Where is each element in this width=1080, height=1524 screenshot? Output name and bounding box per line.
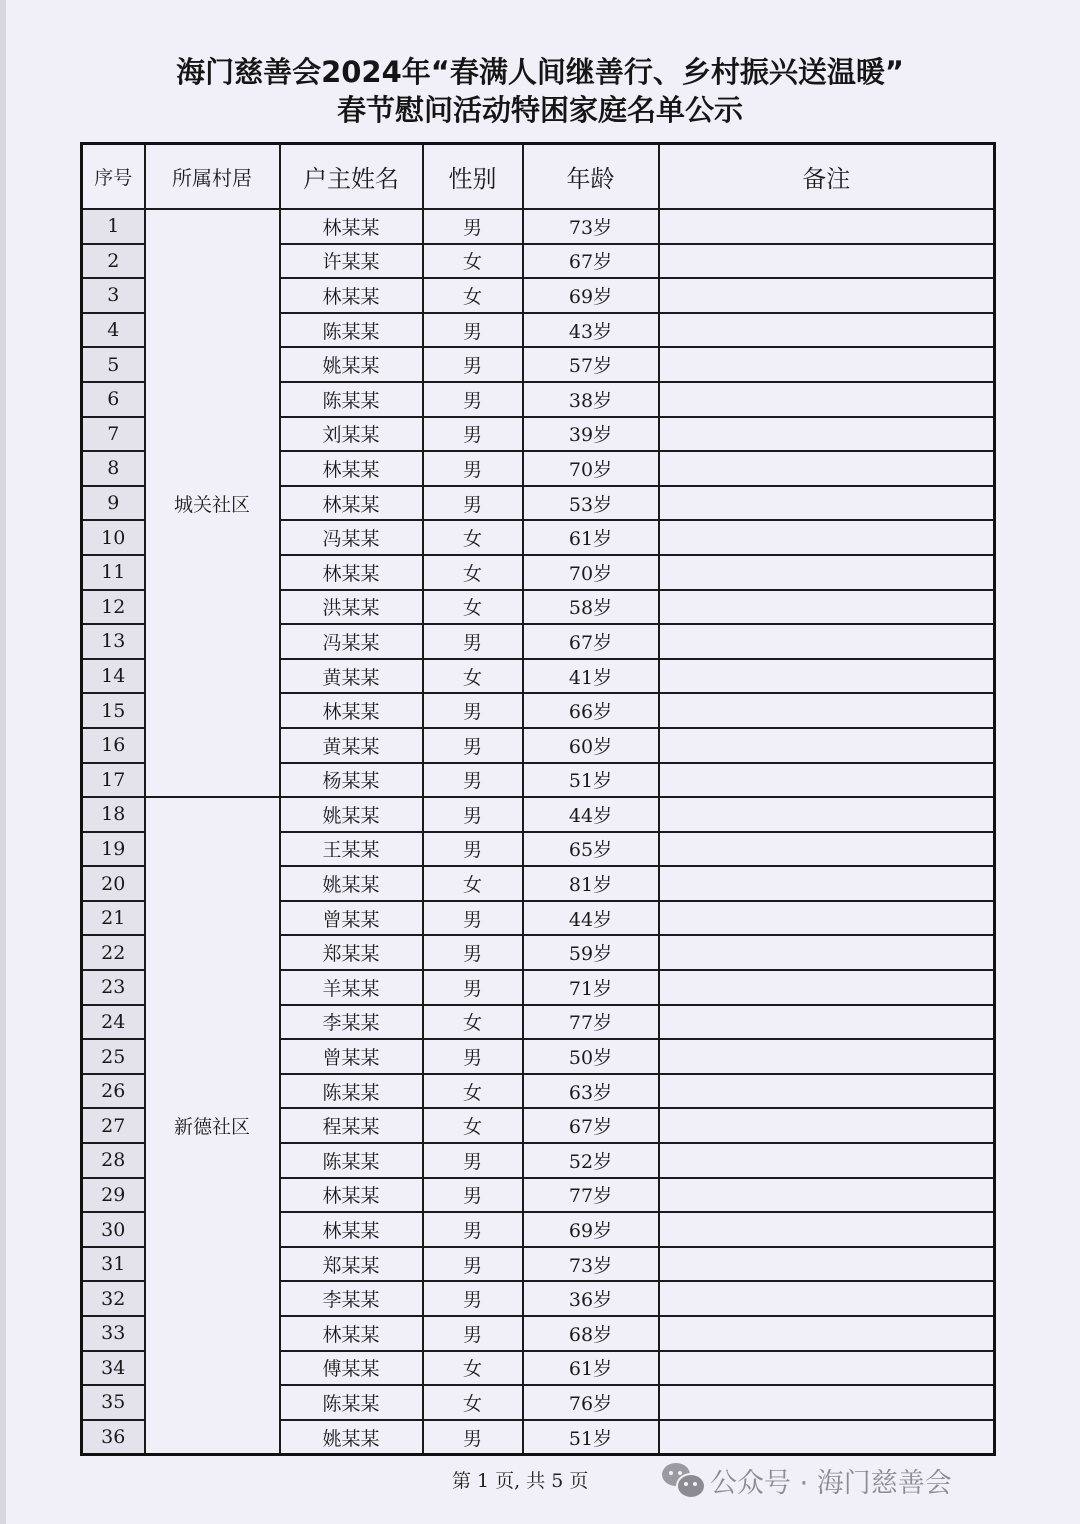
cell-seq: 1 <box>82 209 145 244</box>
cell-village: 新德社区 <box>145 797 280 1455</box>
cell-note <box>659 1281 995 1316</box>
cell-name: 陈某某 <box>280 1074 423 1109</box>
cell-note <box>659 1420 995 1455</box>
header-village: 所属村居 <box>145 144 280 210</box>
cell-name: 许某某 <box>280 244 423 279</box>
cell-name: 冯某某 <box>280 520 423 555</box>
cell-seq: 20 <box>82 866 145 901</box>
cell-seq: 27 <box>82 1108 145 1143</box>
cell-name: 林某某 <box>280 555 423 590</box>
cell-note <box>659 382 995 417</box>
cell-age: 51岁 <box>523 1420 659 1455</box>
cell-name: 林某某 <box>280 1316 423 1351</box>
cell-name: 姚某某 <box>280 347 423 382</box>
cell-age: 39岁 <box>523 417 659 452</box>
cell-age: 50岁 <box>523 1039 659 1074</box>
scan-page-edge <box>0 0 6 1524</box>
cell-name: 黄某某 <box>280 728 423 763</box>
cell-note <box>659 1005 995 1040</box>
cell-seq: 5 <box>82 347 145 382</box>
cell-seq: 14 <box>82 659 145 694</box>
cell-note <box>659 590 995 625</box>
cell-note <box>659 1108 995 1143</box>
cell-sex: 男 <box>423 901 523 936</box>
cell-note <box>659 1247 995 1282</box>
cell-seq: 2 <box>82 244 145 279</box>
cell-seq: 34 <box>82 1351 145 1386</box>
cell-sex: 女 <box>423 1385 523 1420</box>
cell-sex: 男 <box>423 1281 523 1316</box>
cell-name: 陈某某 <box>280 382 423 417</box>
cell-age: 60岁 <box>523 728 659 763</box>
cell-name: 王某某 <box>280 832 423 867</box>
cell-seq: 33 <box>82 1316 145 1351</box>
cell-age: 58岁 <box>523 590 659 625</box>
cell-name: 刘某某 <box>280 417 423 452</box>
cell-age: 57岁 <box>523 347 659 382</box>
cell-seq: 24 <box>82 1005 145 1040</box>
cell-name: 杨某某 <box>280 763 423 798</box>
cell-note <box>659 901 995 936</box>
cell-seq: 35 <box>82 1385 145 1420</box>
cell-note <box>659 1316 995 1351</box>
family-roster-table <box>80 142 996 1456</box>
cell-age: 68岁 <box>523 1316 659 1351</box>
wechat-watermark <box>662 1460 952 1500</box>
cell-note <box>659 763 995 798</box>
cell-age: 61岁 <box>523 520 659 555</box>
cell-note <box>659 1039 995 1074</box>
cell-sex: 男 <box>423 1316 523 1351</box>
cell-seq: 29 <box>82 1178 145 1213</box>
cell-sex: 男 <box>423 486 523 521</box>
cell-seq: 4 <box>82 313 145 348</box>
cell-age: 38岁 <box>523 382 659 417</box>
header-name: 户主姓名 <box>280 144 423 210</box>
cell-name: 程某某 <box>280 1108 423 1143</box>
cell-sex: 女 <box>423 659 523 694</box>
cell-sex: 男 <box>423 728 523 763</box>
cell-age: 53岁 <box>523 486 659 521</box>
cell-sex: 男 <box>423 797 523 832</box>
cell-name: 林某某 <box>280 209 423 244</box>
cell-name: 曾某某 <box>280 1039 423 1074</box>
cell-sex: 女 <box>423 1005 523 1040</box>
cell-name: 林某某 <box>280 693 423 728</box>
cell-name: 陈某某 <box>280 1143 423 1178</box>
cell-age: 44岁 <box>523 797 659 832</box>
cell-note <box>659 209 995 244</box>
cell-age: 67岁 <box>523 624 659 659</box>
cell-sex: 男 <box>423 382 523 417</box>
cell-sex: 男 <box>423 693 523 728</box>
cell-seq: 36 <box>82 1420 145 1455</box>
cell-seq: 17 <box>82 763 145 798</box>
cell-note <box>659 693 995 728</box>
cell-sex: 女 <box>423 1351 523 1386</box>
cell-age: 65岁 <box>523 832 659 867</box>
cell-sex: 男 <box>423 832 523 867</box>
cell-name: 姚某某 <box>280 1420 423 1455</box>
cell-seq: 25 <box>82 1039 145 1074</box>
cell-sex: 男 <box>423 1420 523 1455</box>
cell-age: 76岁 <box>523 1385 659 1420</box>
cell-note <box>659 1385 995 1420</box>
cell-note <box>659 278 995 313</box>
cell-sex: 男 <box>423 1039 523 1074</box>
cell-seq: 15 <box>82 693 145 728</box>
cell-name: 林某某 <box>280 1178 423 1213</box>
cell-seq: 12 <box>82 590 145 625</box>
cell-sex: 女 <box>423 1074 523 1109</box>
cell-note <box>659 832 995 867</box>
header-sex: 性别 <box>423 144 523 210</box>
cell-note <box>659 624 995 659</box>
cell-sex: 男 <box>423 209 523 244</box>
cell-seq: 16 <box>82 728 145 763</box>
cell-age: 43岁 <box>523 313 659 348</box>
cell-seq: 21 <box>82 901 145 936</box>
cell-seq: 32 <box>82 1281 145 1316</box>
cell-seq: 18 <box>82 797 145 832</box>
cell-note <box>659 728 995 763</box>
cell-village: 城关社区 <box>145 209 280 797</box>
cell-age: 52岁 <box>523 1143 659 1178</box>
table-header-row <box>82 144 995 210</box>
cell-name: 郑某某 <box>280 1247 423 1282</box>
cell-sex: 男 <box>423 347 523 382</box>
cell-note <box>659 244 995 279</box>
cell-seq: 23 <box>82 970 145 1005</box>
cell-note <box>659 520 995 555</box>
cell-note <box>659 555 995 590</box>
cell-note <box>659 935 995 970</box>
cell-note <box>659 797 995 832</box>
cell-note <box>659 1351 995 1386</box>
table-body <box>82 209 995 1455</box>
cell-age: 67岁 <box>523 1108 659 1143</box>
cell-name: 林某某 <box>280 278 423 313</box>
document-title-line2: 春节慰问活动特困家庭名单公示 <box>336 93 743 127</box>
cell-age: 69岁 <box>523 1212 659 1247</box>
cell-sex: 女 <box>423 278 523 313</box>
cell-sex: 男 <box>423 451 523 486</box>
cell-name: 洪某某 <box>280 590 423 625</box>
cell-note <box>659 1178 995 1213</box>
cell-age: 63岁 <box>523 1074 659 1109</box>
cell-age: 70岁 <box>523 555 659 590</box>
cell-sex: 男 <box>423 1143 523 1178</box>
cell-sex: 男 <box>423 624 523 659</box>
cell-seq: 26 <box>82 1074 145 1109</box>
cell-name: 姚某某 <box>280 797 423 832</box>
cell-note <box>659 1074 995 1109</box>
header-age: 年龄 <box>523 144 659 210</box>
cell-note <box>659 1143 995 1178</box>
cell-sex: 男 <box>423 935 523 970</box>
cell-name: 冯某某 <box>280 624 423 659</box>
cell-seq: 10 <box>82 520 145 555</box>
cell-seq: 3 <box>82 278 145 313</box>
cell-age: 51岁 <box>523 763 659 798</box>
cell-name: 姚某某 <box>280 866 423 901</box>
cell-note <box>659 313 995 348</box>
cell-seq: 13 <box>82 624 145 659</box>
cell-name: 李某某 <box>280 1281 423 1316</box>
cell-age: 77岁 <box>523 1178 659 1213</box>
header-note: 备注 <box>659 144 995 210</box>
cell-name: 曾某某 <box>280 901 423 936</box>
watermark-text: 公众号 · 海门慈善会 <box>710 1467 952 1499</box>
cell-age: 44岁 <box>523 901 659 936</box>
cell-note <box>659 1212 995 1247</box>
cell-note <box>659 866 995 901</box>
cell-age: 73岁 <box>523 209 659 244</box>
cell-seq: 11 <box>82 555 145 590</box>
cell-age: 66岁 <box>523 693 659 728</box>
cell-sex: 男 <box>423 763 523 798</box>
cell-name: 郑某某 <box>280 935 423 970</box>
cell-age: 77岁 <box>523 1005 659 1040</box>
cell-seq: 7 <box>82 417 145 452</box>
cell-sex: 女 <box>423 555 523 590</box>
cell-seq: 30 <box>82 1212 145 1247</box>
cell-name: 林某某 <box>280 1212 423 1247</box>
page-indicator: 第 1 页, 共 5 页 <box>452 1470 589 1492</box>
cell-name: 林某某 <box>280 451 423 486</box>
wechat-icon <box>662 1463 704 1497</box>
cell-name: 陈某某 <box>280 313 423 348</box>
cell-age: 81岁 <box>523 866 659 901</box>
cell-seq: 8 <box>82 451 145 486</box>
cell-name: 陈某某 <box>280 1385 423 1420</box>
cell-age: 71岁 <box>523 970 659 1005</box>
cell-sex: 女 <box>423 866 523 901</box>
cell-seq: 19 <box>82 832 145 867</box>
cell-age: 59岁 <box>523 935 659 970</box>
cell-sex: 男 <box>423 1178 523 1213</box>
cell-note <box>659 451 995 486</box>
cell-sex: 男 <box>423 970 523 1005</box>
cell-age: 69岁 <box>523 278 659 313</box>
table-row <box>82 797 995 832</box>
cell-age: 41岁 <box>523 659 659 694</box>
cell-seq: 6 <box>82 382 145 417</box>
cell-seq: 9 <box>82 486 145 521</box>
cell-name: 李某某 <box>280 1005 423 1040</box>
cell-name: 黄某某 <box>280 659 423 694</box>
cell-sex: 男 <box>423 417 523 452</box>
table-row <box>82 209 995 244</box>
cell-sex: 女 <box>423 520 523 555</box>
cell-note <box>659 486 995 521</box>
cell-sex: 男 <box>423 1212 523 1247</box>
cell-sex: 女 <box>423 590 523 625</box>
cell-age: 61岁 <box>523 1351 659 1386</box>
cell-note <box>659 417 995 452</box>
document-title-line1: 海门慈善会2024年“春满人间继善行、乡村振兴送温暖” <box>176 55 904 89</box>
cell-sex: 男 <box>423 1247 523 1282</box>
cell-age: 73岁 <box>523 1247 659 1282</box>
cell-name: 傅某某 <box>280 1351 423 1386</box>
cell-age: 36岁 <box>523 1281 659 1316</box>
header-seq: 序号 <box>82 144 145 210</box>
cell-note <box>659 347 995 382</box>
cell-age: 70岁 <box>523 451 659 486</box>
cell-note <box>659 659 995 694</box>
cell-sex: 男 <box>423 313 523 348</box>
cell-sex: 女 <box>423 1108 523 1143</box>
cell-seq: 31 <box>82 1247 145 1282</box>
cell-seq: 28 <box>82 1143 145 1178</box>
cell-note <box>659 970 995 1005</box>
cell-name: 林某某 <box>280 486 423 521</box>
cell-sex: 女 <box>423 244 523 279</box>
cell-age: 67岁 <box>523 244 659 279</box>
cell-seq: 22 <box>82 935 145 970</box>
cell-name: 羊某某 <box>280 970 423 1005</box>
